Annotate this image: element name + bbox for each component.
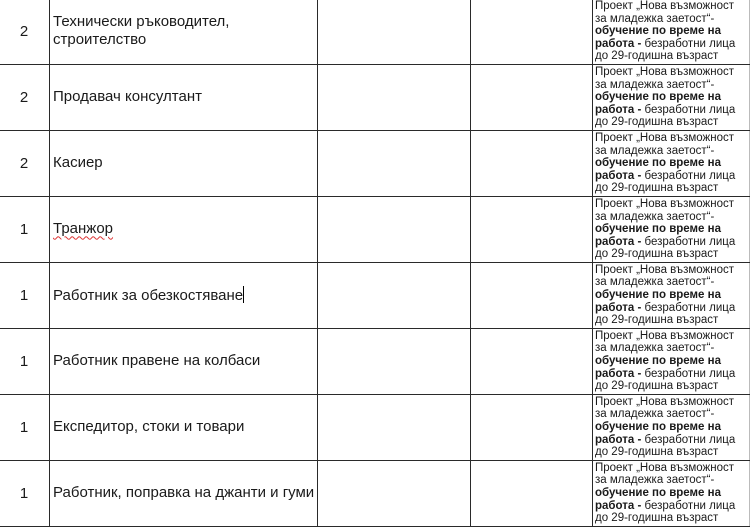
note-bold: обучение по време на работа - (595, 157, 721, 182)
table-row (0, 262, 750, 328)
empty-cell[interactable] (471, 394, 593, 460)
note-prefix: Проект „Нова възможност за младежка заетост“- (595, 329, 734, 355)
empty-cell[interactable] (471, 328, 593, 394)
note-prefix: Проект „Нова възможност за младежка заетост“- (595, 461, 734, 487)
position-cell[interactable]: Експедитор, стоки и товари (50, 394, 318, 460)
count-cell[interactable]: 2 (0, 0, 50, 64)
note-suffix: безработни лица до 29-годишна възраст (595, 169, 736, 195)
position-cell[interactable] (50, 262, 318, 328)
note-cell[interactable] (593, 64, 750, 130)
note-bold: обучение по време на работа - (595, 289, 721, 314)
note-bold: обучение по време на работа - (595, 421, 721, 446)
position-cell[interactable]: Работник правене на колбаси (50, 328, 318, 394)
empty-cell[interactable] (471, 0, 593, 64)
empty-cell[interactable] (318, 394, 471, 460)
note-prefix: Проект „Нова възможност за младежка заетост“- (595, 65, 734, 91)
note-bold: обучение по време на работа - (595, 25, 721, 50)
table-row (0, 0, 750, 64)
note-prefix: Проект „Нова възможност за младежка заетост“- (595, 395, 734, 421)
note-suffix: безработни лица до 29-годишна възраст (595, 433, 736, 459)
table-row (0, 460, 750, 526)
text-caret (243, 286, 244, 303)
table-row (0, 394, 750, 460)
empty-cell[interactable] (318, 64, 471, 130)
note-prefix: Проект „Нова възможност за младежка заетост“- (595, 263, 734, 289)
note-cell[interactable] (593, 328, 750, 394)
position-cell[interactable]: Продавач консултант (50, 64, 318, 130)
note-suffix: безработни лица до 29-годишна възраст (595, 103, 736, 129)
count-cell[interactable]: 1 (0, 460, 50, 526)
table-row (0, 196, 750, 262)
note-cell[interactable] (593, 394, 750, 460)
position-cell[interactable]: Касиер (50, 130, 318, 196)
empty-cell[interactable] (471, 460, 593, 526)
note-suffix: безработни лица до 29-годишна възраст (595, 235, 736, 261)
empty-cell[interactable] (318, 0, 471, 64)
note-bold: обучение по време на работа - (595, 355, 721, 380)
count-cell[interactable]: 2 (0, 130, 50, 196)
position-text: Работник за обезкостяване (53, 286, 244, 304)
count-cell[interactable]: 1 (0, 196, 50, 262)
note-bold: обучение по време на работа - (595, 486, 721, 512)
empty-cell[interactable] (471, 262, 593, 328)
empty-cell[interactable] (318, 130, 471, 196)
note-cell[interactable] (593, 0, 750, 64)
empty-cell[interactable] (318, 262, 471, 328)
empty-cell[interactable] (471, 196, 593, 262)
note-cell[interactable] (593, 262, 750, 328)
empty-cell[interactable] (318, 196, 471, 262)
empty-cell[interactable] (471, 64, 593, 130)
table-row (0, 130, 750, 196)
note-cell[interactable] (593, 130, 750, 196)
note-prefix: Проект „Нова възможност за младежка заетост“- (595, 131, 734, 157)
empty-cell[interactable] (471, 130, 593, 196)
note-prefix: Проект „Нова възможност за младежка заетост“- (595, 0, 734, 25)
empty-cell[interactable] (318, 328, 471, 394)
note-suffix: безработни лица до 29-годишна възраст (595, 499, 736, 525)
count-cell[interactable]: 1 (0, 394, 50, 460)
note-bold: обучение по време на работа - (595, 91, 721, 116)
empty-cell[interactable] (318, 460, 471, 526)
position-cell[interactable]: Работник, поправка на джанти и гуми (50, 460, 318, 526)
note-suffix: безработни лица до 29-годишна възраст (595, 367, 736, 393)
note-suffix: безработни лица до 29-годишна възраст (595, 301, 736, 327)
note-bold: обучение по време на работа - (595, 223, 721, 248)
spellcheck-flagged-word[interactable]: Транжор (53, 220, 114, 238)
note-prefix: Проект „Нова възможност за младежка заетост“- (595, 197, 734, 223)
count-cell[interactable]: 2 (0, 64, 50, 130)
position-cell[interactable]: Технически ръководител, строителство (50, 0, 318, 64)
note-cell[interactable] (593, 460, 750, 526)
count-cell[interactable]: 1 (0, 262, 50, 328)
note-suffix: безработни лица до 29-годишна възраст (595, 37, 736, 63)
table-row (0, 328, 750, 394)
position-cell[interactable] (50, 196, 318, 262)
note-cell[interactable] (593, 196, 750, 262)
count-cell[interactable]: 1 (0, 328, 50, 394)
table-row (0, 64, 750, 130)
